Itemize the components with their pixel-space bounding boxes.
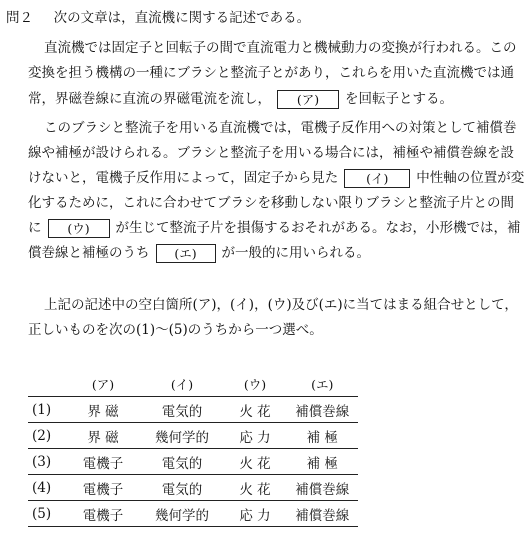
table-cell: 補償巻線	[287, 475, 358, 501]
table-cell: 補償巻線	[287, 501, 358, 527]
table-cell: 電機子	[66, 449, 141, 475]
table-cell: 補償巻線	[287, 397, 358, 423]
choice-number: (1)	[28, 397, 66, 423]
table-cell: 界 磁	[66, 397, 141, 423]
header-cell: (ア)	[91, 377, 115, 392]
question-intro: 次の文章は，直流機に関する記述である。	[53, 10, 311, 26]
passage-line-8-before: に	[28, 220, 42, 236]
passage-line-1: 直流機では固定子と回転子の間で直流電力と機械動力の変換が行われる。この	[44, 40, 517, 56]
blank-a: (ア)	[277, 90, 339, 109]
instruction-line-1: 上記の記述中の空白箇所(ア)，(イ)，(ウ)及び(エ)に当てはまる組合せとして，	[44, 297, 518, 313]
passage-line-9-before: 償巻線と補極のうち	[28, 245, 150, 261]
passage-line-6-before: けないと，電機子反作用によって，固定子から見た	[28, 170, 339, 186]
passage-line-4: このブラシと整流子を用いる直流機では，電機子反作用への対策として補償巻	[44, 120, 517, 136]
header-cell: (エ)	[311, 377, 334, 392]
choice-number: (2)	[28, 423, 66, 449]
table-cell: 補 極	[287, 449, 358, 475]
passage-line-6-after: 中性軸の位置が変	[416, 170, 525, 186]
header-cell	[28, 372, 66, 397]
table-cell: 電気的	[140, 449, 223, 475]
table-row	[28, 501, 358, 527]
question-header	[6, 8, 310, 28]
table-cell: 電気的	[140, 397, 223, 423]
table-cell: 応 力	[224, 423, 287, 449]
header-cell: (ウ)	[243, 377, 267, 392]
table-cell: 応 力	[224, 501, 287, 527]
table-cell: 補 極	[287, 423, 358, 449]
table-cell: 電機子	[66, 475, 141, 501]
passage-line-7: 化するために，これに合わせてブラシを移動しない限りブラシと整流子片との間	[28, 195, 514, 211]
table-cell: 火 花	[224, 449, 287, 475]
choice-number: (4)	[28, 475, 66, 501]
table-row	[28, 397, 358, 423]
table-row	[28, 475, 358, 501]
table-cell: 火 花	[224, 475, 287, 501]
blank-c: (ウ)	[48, 219, 110, 238]
table-row	[28, 449, 358, 475]
table-cell: 電気的	[140, 475, 223, 501]
passage-line-3-after: を回転子とする。	[345, 91, 453, 107]
passage-line-9	[28, 243, 370, 263]
table-cell: 界 磁	[66, 423, 141, 449]
header-cell: (イ)	[170, 377, 194, 392]
table-cell: 幾何学的	[140, 501, 223, 527]
blank-d: (エ)	[156, 244, 216, 263]
passage-line-5: 線や補極が設けられる。ブラシと整流子を用いる場合には，補極や補償巻線を設	[28, 145, 514, 161]
table-row	[28, 423, 358, 449]
table-cell: 電機子	[66, 501, 141, 527]
passage-line-8-after: が生じて整流子片を損傷するおそれがある。なお，小形機では，補	[115, 220, 521, 236]
table-cell: 幾何学的	[140, 423, 223, 449]
table-cell: 火 花	[224, 397, 287, 423]
passage-line-3-before: 常，界磁巻線に直流の界磁電流を流し，	[28, 91, 271, 107]
passage-line-3	[28, 89, 453, 109]
table-header-row	[28, 372, 358, 397]
choice-number: (3)	[28, 449, 66, 475]
choice-number: (5)	[28, 501, 66, 527]
passage-line-8	[28, 218, 521, 238]
instruction-line-2: 正しいものを次の(1)～(5)のうちから一つ選べ。	[28, 322, 323, 338]
question-number: 問２	[6, 10, 33, 26]
passage-line-9-after: が一般的に用いられる。	[221, 245, 370, 261]
blank-b: (イ)	[344, 169, 410, 188]
passage-line-2: 変換を担う機構の一種にブラシと整流子とがあり，これらを用いた直流機では通	[28, 65, 514, 81]
passage-line-6	[28, 168, 524, 188]
choices-table	[28, 372, 358, 527]
